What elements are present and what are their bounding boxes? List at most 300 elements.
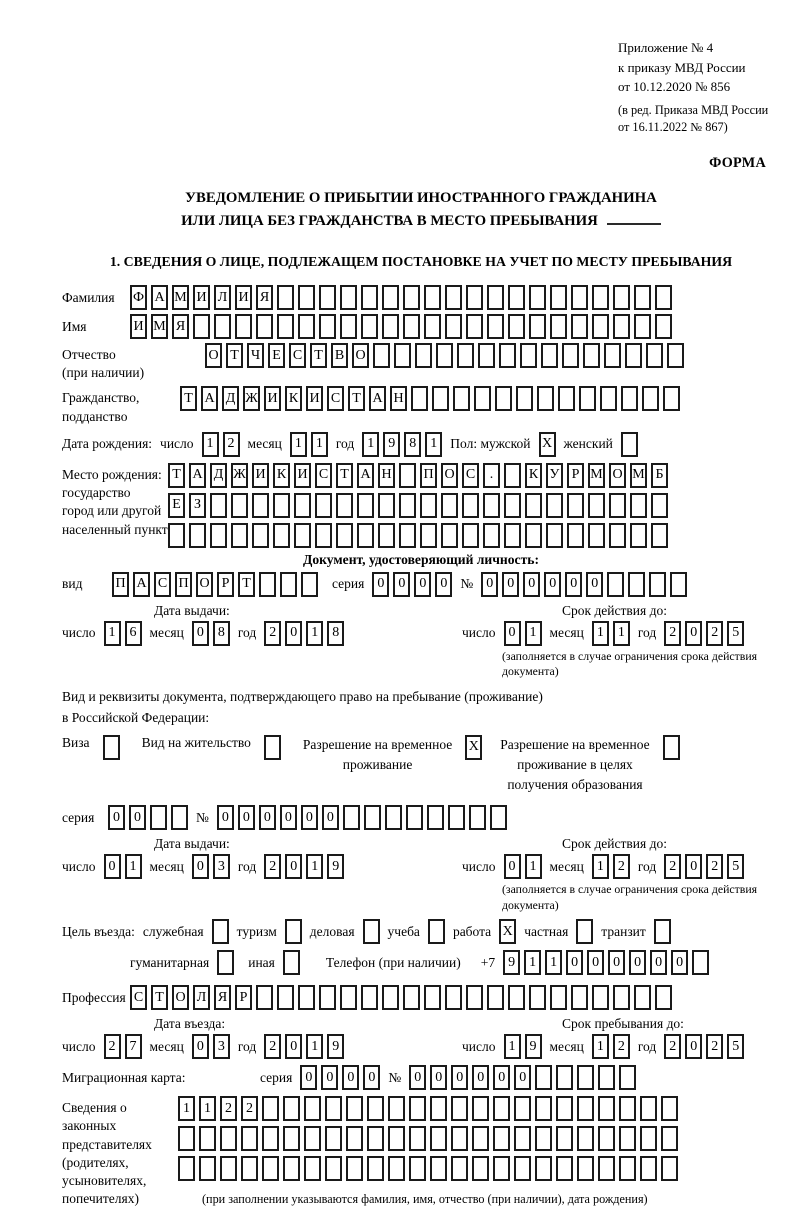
char-cell[interactable]: 1 [592, 621, 609, 646]
char-cell[interactable] [340, 314, 357, 339]
char-cell[interactable] [283, 1156, 300, 1181]
char-cell[interactable]: 0 [671, 950, 688, 975]
char-cell[interactable] [495, 386, 512, 411]
char-cell[interactable] [655, 314, 672, 339]
char-cell[interactable]: 2 [264, 1034, 281, 1059]
char-cell[interactable] [541, 343, 558, 368]
char-cell[interactable] [514, 1126, 531, 1151]
char-cell[interactable] [535, 1096, 552, 1121]
char-cell[interactable] [259, 572, 276, 597]
char-cell[interactable] [535, 1126, 552, 1151]
char-cell[interactable]: А [189, 463, 206, 488]
char-cell[interactable]: 0 [300, 1065, 317, 1090]
char-cell[interactable] [277, 985, 294, 1010]
char-cell[interactable]: А [357, 463, 374, 488]
char-cell[interactable] [546, 493, 563, 518]
char-cell[interactable] [436, 343, 453, 368]
char-cell[interactable]: У [546, 463, 563, 488]
char-cell[interactable] [692, 950, 709, 975]
char-cell[interactable]: 0 [192, 1034, 209, 1059]
char-cell[interactable] [487, 285, 504, 310]
temp-permit-checkbox[interactable]: X [465, 735, 482, 760]
char-cell[interactable] [634, 985, 651, 1010]
char-cell[interactable] [457, 343, 474, 368]
char-cell[interactable] [415, 343, 432, 368]
char-cell[interactable] [577, 1096, 594, 1121]
char-cell[interactable] [319, 985, 336, 1010]
char-cell[interactable]: 2 [706, 1034, 723, 1059]
char-cell[interactable]: И [193, 285, 210, 310]
sex-female-checkbox[interactable] [621, 432, 638, 457]
char-cell[interactable]: 9 [503, 950, 520, 975]
char-cell[interactable]: 0 [587, 950, 604, 975]
char-cell[interactable] [462, 523, 479, 548]
char-cell[interactable]: Я [256, 285, 273, 310]
char-cell[interactable] [367, 1126, 384, 1151]
char-cell[interactable] [325, 1126, 342, 1151]
char-cell[interactable]: 0 [259, 805, 276, 830]
char-cell[interactable] [304, 1156, 321, 1181]
char-cell[interactable] [516, 386, 533, 411]
char-cell[interactable] [558, 386, 575, 411]
char-cell[interactable] [388, 1096, 405, 1121]
purpose-study-checkbox[interactable] [428, 919, 445, 944]
char-cell[interactable] [346, 1096, 363, 1121]
char-cell[interactable]: 0 [650, 950, 667, 975]
char-cell[interactable] [613, 285, 630, 310]
char-cell[interactable] [451, 1096, 468, 1121]
char-cell[interactable]: 0 [192, 854, 209, 879]
purpose-official-checkbox[interactable] [212, 919, 229, 944]
char-cell[interactable] [571, 285, 588, 310]
char-cell[interactable] [388, 1126, 405, 1151]
char-cell[interactable]: 1 [125, 854, 142, 879]
char-cell[interactable]: 0 [409, 1065, 426, 1090]
char-cell[interactable] [319, 314, 336, 339]
char-cell[interactable]: 5 [727, 854, 744, 879]
char-cell[interactable]: 1 [362, 432, 379, 457]
char-cell[interactable]: 0 [451, 1065, 468, 1090]
char-cell[interactable] [625, 343, 642, 368]
char-cell[interactable]: С [289, 343, 306, 368]
char-cell[interactable]: Т [226, 343, 243, 368]
char-cell[interactable] [273, 523, 290, 548]
char-cell[interactable] [504, 493, 521, 518]
char-cell[interactable]: 2 [613, 854, 630, 879]
char-cell[interactable]: Р [235, 985, 252, 1010]
char-cell[interactable] [298, 314, 315, 339]
char-cell[interactable] [640, 1096, 657, 1121]
char-cell[interactable]: 1 [592, 854, 609, 879]
char-cell[interactable] [256, 985, 273, 1010]
char-cell[interactable] [640, 1156, 657, 1181]
char-cell[interactable] [504, 463, 521, 488]
char-cell[interactable]: И [130, 314, 147, 339]
char-cell[interactable] [600, 386, 617, 411]
char-cell[interactable]: Р [567, 463, 584, 488]
char-cell[interactable] [634, 285, 651, 310]
char-cell[interactable] [628, 572, 645, 597]
char-cell[interactable]: Т [180, 386, 197, 411]
char-cell[interactable]: 9 [383, 432, 400, 457]
char-cell[interactable]: З [189, 493, 206, 518]
char-cell[interactable]: Е [268, 343, 285, 368]
char-cell[interactable] [378, 493, 395, 518]
char-cell[interactable]: А [151, 285, 168, 310]
char-cell[interactable]: Я [214, 985, 231, 1010]
char-cell[interactable] [630, 523, 647, 548]
char-cell[interactable] [220, 1156, 237, 1181]
char-cell[interactable] [220, 1126, 237, 1151]
char-cell[interactable]: 0 [608, 950, 625, 975]
char-cell[interactable] [304, 1096, 321, 1121]
char-cell[interactable]: 0 [504, 854, 521, 879]
char-cell[interactable] [424, 285, 441, 310]
char-cell[interactable]: И [306, 386, 323, 411]
char-cell[interactable] [343, 805, 360, 830]
char-cell[interactable] [598, 1065, 615, 1090]
char-cell[interactable]: П [175, 572, 192, 597]
char-cell[interactable]: К [285, 386, 302, 411]
char-cell[interactable]: 0 [472, 1065, 489, 1090]
char-cell[interactable]: М [630, 463, 647, 488]
residence-permit-checkbox[interactable] [264, 735, 281, 760]
char-cell[interactable] [529, 285, 546, 310]
char-cell[interactable] [550, 985, 567, 1010]
char-cell[interactable]: И [264, 386, 281, 411]
char-cell[interactable]: 2 [241, 1096, 258, 1121]
char-cell[interactable] [472, 1096, 489, 1121]
char-cell[interactable] [556, 1156, 573, 1181]
char-cell[interactable]: 1 [178, 1096, 195, 1121]
char-cell[interactable] [199, 1126, 216, 1151]
char-cell[interactable] [298, 285, 315, 310]
char-cell[interactable] [199, 1156, 216, 1181]
char-cell[interactable] [277, 285, 294, 310]
char-cell[interactable]: Е [168, 493, 185, 518]
char-cell[interactable] [304, 1126, 321, 1151]
char-cell[interactable] [619, 1126, 636, 1151]
char-cell[interactable]: И [252, 463, 269, 488]
char-cell[interactable] [430, 1126, 447, 1151]
char-cell[interactable] [520, 343, 537, 368]
char-cell[interactable]: 8 [213, 621, 230, 646]
char-cell[interactable]: Ф [130, 285, 147, 310]
char-cell[interactable]: 1 [504, 1034, 521, 1059]
char-cell[interactable] [382, 314, 399, 339]
char-cell[interactable] [364, 805, 381, 830]
char-cell[interactable]: Т [238, 572, 255, 597]
char-cell[interactable] [592, 285, 609, 310]
char-cell[interactable] [472, 1126, 489, 1151]
char-cell[interactable]: 0 [629, 950, 646, 975]
char-cell[interactable]: К [525, 463, 542, 488]
char-cell[interactable] [592, 985, 609, 1010]
char-cell[interactable] [508, 985, 525, 1010]
char-cell[interactable] [406, 805, 423, 830]
char-cell[interactable] [499, 343, 516, 368]
char-cell[interactable] [378, 523, 395, 548]
char-cell[interactable]: Т [348, 386, 365, 411]
char-cell[interactable] [430, 1096, 447, 1121]
char-cell[interactable]: 7 [125, 1034, 142, 1059]
char-cell[interactable] [403, 285, 420, 310]
char-cell[interactable] [409, 1126, 426, 1151]
char-cell[interactable] [556, 1065, 573, 1090]
char-cell[interactable]: С [154, 572, 171, 597]
char-cell[interactable] [193, 314, 210, 339]
char-cell[interactable]: 0 [129, 805, 146, 830]
char-cell[interactable] [567, 523, 584, 548]
char-cell[interactable] [427, 805, 444, 830]
char-cell[interactable]: 0 [586, 572, 603, 597]
char-cell[interactable] [651, 493, 668, 518]
char-cell[interactable] [241, 1126, 258, 1151]
char-cell[interactable] [367, 1156, 384, 1181]
char-cell[interactable]: 2 [264, 854, 281, 879]
char-cell[interactable]: Н [390, 386, 407, 411]
char-cell[interactable]: 1 [613, 621, 630, 646]
char-cell[interactable] [325, 1156, 342, 1181]
char-cell[interactable]: 0 [363, 1065, 380, 1090]
char-cell[interactable] [525, 493, 542, 518]
char-cell[interactable] [346, 1156, 363, 1181]
char-cell[interactable] [567, 493, 584, 518]
char-cell[interactable] [210, 493, 227, 518]
char-cell[interactable]: Ж [231, 463, 248, 488]
char-cell[interactable] [235, 314, 252, 339]
char-cell[interactable] [609, 493, 626, 518]
char-cell[interactable] [301, 572, 318, 597]
char-cell[interactable] [661, 1126, 678, 1151]
char-cell[interactable] [598, 1096, 615, 1121]
char-cell[interactable]: 2 [104, 1034, 121, 1059]
char-cell[interactable]: 5 [727, 621, 744, 646]
char-cell[interactable] [490, 805, 507, 830]
char-cell[interactable]: 1 [306, 621, 323, 646]
purpose-work-checkbox[interactable]: X [499, 919, 516, 944]
char-cell[interactable]: О [196, 572, 213, 597]
char-cell[interactable]: 0 [566, 950, 583, 975]
char-cell[interactable]: 2 [223, 432, 240, 457]
char-cell[interactable] [411, 386, 428, 411]
char-cell[interactable] [469, 805, 486, 830]
char-cell[interactable] [361, 285, 378, 310]
char-cell[interactable] [474, 386, 491, 411]
char-cell[interactable]: Б [651, 463, 668, 488]
char-cell[interactable]: 0 [565, 572, 582, 597]
char-cell[interactable] [583, 343, 600, 368]
char-cell[interactable]: 0 [544, 572, 561, 597]
char-cell[interactable] [655, 285, 672, 310]
char-cell[interactable] [189, 523, 206, 548]
char-cell[interactable] [514, 1096, 531, 1121]
char-cell[interactable]: Я [172, 314, 189, 339]
char-cell[interactable] [367, 1096, 384, 1121]
char-cell[interactable] [466, 314, 483, 339]
char-cell[interactable] [451, 1126, 468, 1151]
purpose-other-checkbox[interactable] [283, 950, 300, 975]
char-cell[interactable] [556, 1126, 573, 1151]
char-cell[interactable] [441, 523, 458, 548]
char-cell[interactable] [619, 1065, 636, 1090]
char-cell[interactable]: 2 [706, 854, 723, 879]
char-cell[interactable] [385, 805, 402, 830]
char-cell[interactable]: 2 [220, 1096, 237, 1121]
char-cell[interactable] [667, 343, 684, 368]
char-cell[interactable]: . [483, 463, 500, 488]
char-cell[interactable] [283, 1126, 300, 1151]
char-cell[interactable] [252, 493, 269, 518]
char-cell[interactable] [546, 523, 563, 548]
char-cell[interactable] [649, 572, 666, 597]
purpose-humanitarian-checkbox[interactable] [217, 950, 234, 975]
char-cell[interactable] [346, 1126, 363, 1151]
char-cell[interactable] [592, 314, 609, 339]
char-cell[interactable]: 2 [264, 621, 281, 646]
char-cell[interactable] [357, 493, 374, 518]
char-cell[interactable]: О [352, 343, 369, 368]
char-cell[interactable] [453, 386, 470, 411]
char-cell[interactable]: Л [214, 285, 231, 310]
char-cell[interactable]: 1 [306, 1034, 323, 1059]
char-cell[interactable] [655, 985, 672, 1010]
char-cell[interactable]: И [235, 285, 252, 310]
char-cell[interactable]: А [201, 386, 218, 411]
char-cell[interactable] [604, 343, 621, 368]
char-cell[interactable] [466, 285, 483, 310]
char-cell[interactable]: Т [168, 463, 185, 488]
char-cell[interactable]: 0 [342, 1065, 359, 1090]
char-cell[interactable] [361, 314, 378, 339]
char-cell[interactable] [150, 805, 167, 830]
char-cell[interactable]: 1 [104, 621, 121, 646]
char-cell[interactable]: Т [310, 343, 327, 368]
char-cell[interactable] [663, 386, 680, 411]
char-cell[interactable] [445, 285, 462, 310]
char-cell[interactable] [388, 1156, 405, 1181]
purpose-transit-checkbox[interactable] [654, 919, 671, 944]
char-cell[interactable] [432, 386, 449, 411]
char-cell[interactable] [315, 523, 332, 548]
char-cell[interactable]: А [369, 386, 386, 411]
char-cell[interactable] [399, 463, 416, 488]
char-cell[interactable] [445, 985, 462, 1010]
char-cell[interactable]: 6 [125, 621, 142, 646]
char-cell[interactable] [430, 1156, 447, 1181]
char-cell[interactable]: С [315, 463, 332, 488]
char-cell[interactable] [571, 314, 588, 339]
char-cell[interactable]: 5 [727, 1034, 744, 1059]
char-cell[interactable] [577, 1126, 594, 1151]
char-cell[interactable] [487, 985, 504, 1010]
char-cell[interactable] [399, 523, 416, 548]
char-cell[interactable] [588, 523, 605, 548]
char-cell[interactable] [256, 314, 273, 339]
char-cell[interactable]: Д [222, 386, 239, 411]
char-cell[interactable] [493, 1096, 510, 1121]
char-cell[interactable]: 0 [104, 854, 121, 879]
char-cell[interactable] [315, 493, 332, 518]
char-cell[interactable] [634, 314, 651, 339]
char-cell[interactable]: 1 [545, 950, 562, 975]
char-cell[interactable]: Д [210, 463, 227, 488]
char-cell[interactable] [382, 985, 399, 1010]
char-cell[interactable] [598, 1156, 615, 1181]
char-cell[interactable] [399, 493, 416, 518]
char-cell[interactable] [607, 572, 624, 597]
char-cell[interactable]: Л [193, 985, 210, 1010]
char-cell[interactable] [262, 1096, 279, 1121]
char-cell[interactable]: 0 [238, 805, 255, 830]
char-cell[interactable] [336, 493, 353, 518]
char-cell[interactable]: 2 [706, 621, 723, 646]
char-cell[interactable] [210, 523, 227, 548]
char-cell[interactable]: Р [217, 572, 234, 597]
char-cell[interactable] [171, 805, 188, 830]
char-cell[interactable]: С [327, 386, 344, 411]
char-cell[interactable]: Н [378, 463, 395, 488]
char-cell[interactable]: М [151, 314, 168, 339]
char-cell[interactable] [514, 1156, 531, 1181]
char-cell[interactable] [178, 1126, 195, 1151]
char-cell[interactable] [262, 1156, 279, 1181]
char-cell[interactable] [577, 1065, 594, 1090]
char-cell[interactable]: 1 [525, 621, 542, 646]
edu-permit-checkbox[interactable] [663, 735, 680, 760]
char-cell[interactable] [640, 1126, 657, 1151]
char-cell[interactable]: В [331, 343, 348, 368]
char-cell[interactable] [462, 493, 479, 518]
char-cell[interactable]: 0 [481, 572, 498, 597]
char-cell[interactable]: М [172, 285, 189, 310]
char-cell[interactable] [252, 523, 269, 548]
sex-male-checkbox[interactable]: X [539, 432, 556, 457]
char-cell[interactable] [562, 343, 579, 368]
char-cell[interactable] [214, 314, 231, 339]
char-cell[interactable]: О [441, 463, 458, 488]
char-cell[interactable] [466, 985, 483, 1010]
char-cell[interactable]: 0 [301, 805, 318, 830]
char-cell[interactable] [525, 523, 542, 548]
char-cell[interactable]: 0 [285, 1034, 302, 1059]
char-cell[interactable] [483, 523, 500, 548]
char-cell[interactable] [420, 493, 437, 518]
char-cell[interactable]: 0 [322, 805, 339, 830]
char-cell[interactable]: 8 [327, 621, 344, 646]
char-cell[interactable] [630, 493, 647, 518]
char-cell[interactable]: П [420, 463, 437, 488]
char-cell[interactable]: К [273, 463, 290, 488]
char-cell[interactable]: 1 [525, 854, 542, 879]
char-cell[interactable] [340, 285, 357, 310]
char-cell[interactable] [508, 314, 525, 339]
char-cell[interactable] [448, 805, 465, 830]
char-cell[interactable]: О [172, 985, 189, 1010]
char-cell[interactable] [294, 523, 311, 548]
char-cell[interactable] [373, 343, 390, 368]
char-cell[interactable] [537, 386, 554, 411]
char-cell[interactable]: 0 [393, 572, 410, 597]
char-cell[interactable] [579, 386, 596, 411]
char-cell[interactable]: А [133, 572, 150, 597]
char-cell[interactable]: 0 [493, 1065, 510, 1090]
char-cell[interactable] [357, 523, 374, 548]
char-cell[interactable] [262, 1126, 279, 1151]
char-cell[interactable] [409, 1096, 426, 1121]
char-cell[interactable]: 0 [435, 572, 452, 597]
char-cell[interactable] [445, 314, 462, 339]
